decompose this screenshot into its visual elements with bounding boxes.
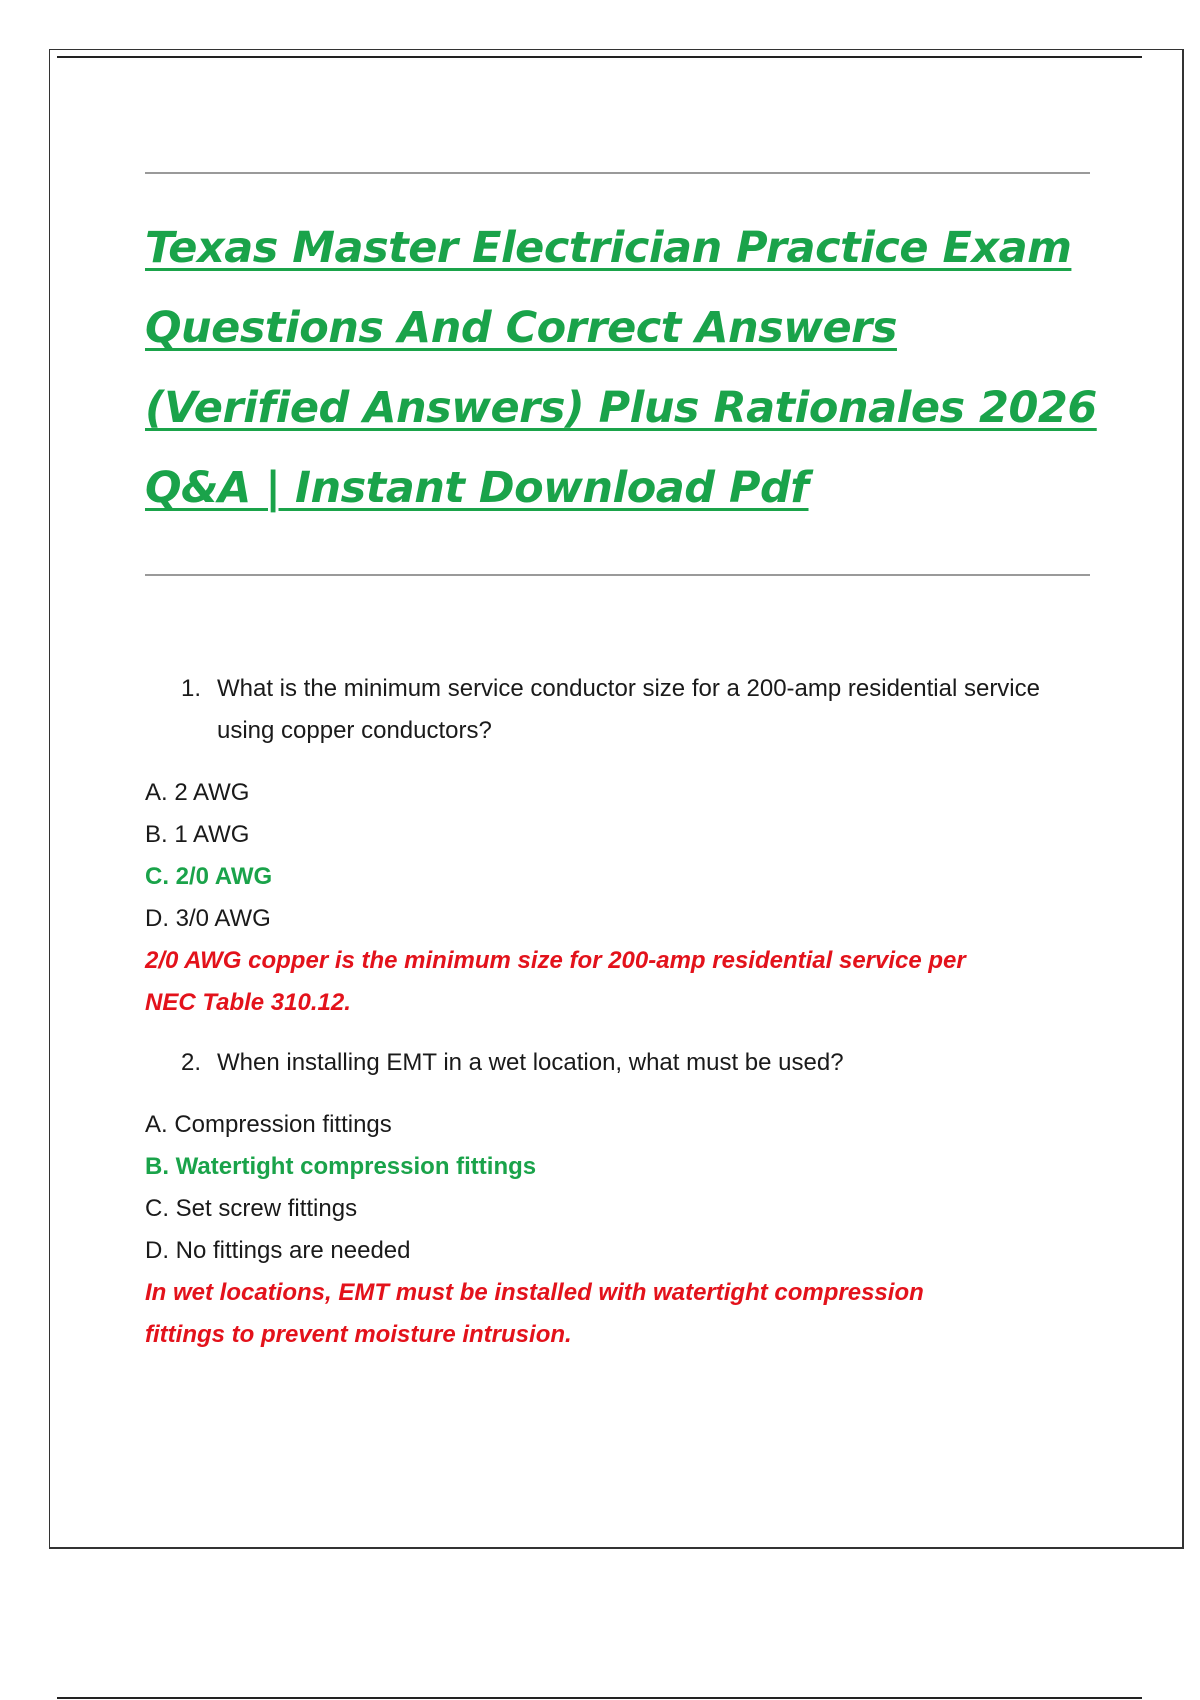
question-number: 1. xyxy=(181,675,202,702)
title-line: (Verified Answers) Plus Rationales 2026 xyxy=(145,383,1097,433)
questions-section xyxy=(145,668,1105,1374)
title-line: Questions And Correct Answers xyxy=(145,303,897,353)
question-text: What is the minimum service conductor size for a 200-amp residential service using copper conductors? xyxy=(217,675,1040,744)
option-b-correct: B. Watertight compression fittings xyxy=(145,1153,537,1180)
rationale: 2/0 AWG copper is the minimum size for 200-amp residential service per NEC Table 310.12. xyxy=(145,947,966,1016)
question-2 xyxy=(181,1042,1105,1084)
option-d: D. No fittings are needed xyxy=(145,1237,411,1264)
page-top-border xyxy=(57,56,1142,58)
document-title xyxy=(145,208,1105,528)
option-c: C. Set screw fittings xyxy=(145,1195,358,1222)
title-line: Texas Master Electrician Practice Exam xyxy=(145,223,1072,273)
rationale: In wet locations, EMT must be installed with watertight compression fittings to prevent moisture intrusion. xyxy=(145,1279,924,1348)
question-number: 2. xyxy=(181,1049,202,1076)
question-text: When installing EMT in a wet location, what must be used? xyxy=(217,1049,844,1076)
option-b: B. 1 AWG xyxy=(145,821,250,848)
title-bottom-rule xyxy=(145,574,1090,576)
question-1 xyxy=(181,668,1105,752)
option-a: A. 2 AWG xyxy=(145,779,250,806)
option-a: A. Compression fittings xyxy=(145,1111,392,1138)
option-d: D. 3/0 AWG xyxy=(145,905,271,932)
title-line: Q&A | Instant Download Pdf xyxy=(145,463,809,513)
answer-options xyxy=(145,1104,1105,1272)
title-top-rule xyxy=(145,172,1090,174)
option-c-correct: C. 2/0 AWG xyxy=(145,863,273,890)
next-page-top-border xyxy=(57,1697,1142,1699)
answer-options xyxy=(145,772,1105,940)
